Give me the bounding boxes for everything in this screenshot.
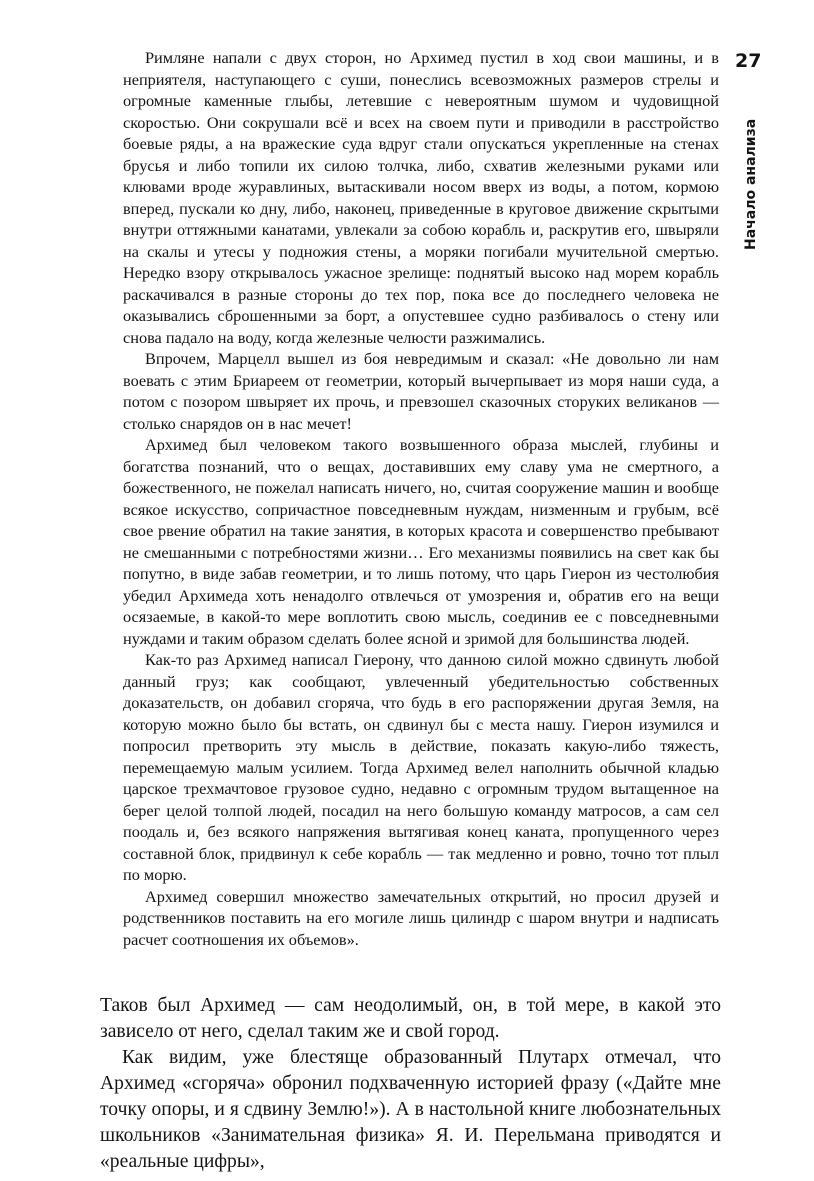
body-text [100, 993, 721, 1175]
quotation-block [123, 47, 719, 950]
body-paragraph: Как видим, уже блестяще образованный Плутарх отмечал, что Архимед «сгоряча» обронил подхваченную историей фразу («Дайте мне точку опоры, и я сдвину Землю!»). А в настольной книге любознательных школьников «Занимательная физика» Я. И. Перельмана приводятся и «реальные цифры», [100, 1047, 721, 1172]
page-number: 27 [735, 50, 762, 72]
body-paragraph: Таков был Архимед — сам неодолимый, он, в той мере, в какой это зависело от него, сделал таким же и свой город. [100, 995, 721, 1042]
quote-paragraph: Впрочем, Марцелл вышел из боя невредимым и сказал: «Не довольно ли нам воевать с этим Бриареем от геометрии, который вычерпывает из моря наши суда, а потом с позором швыряет их прочь, и превзошел сказочных сторуких великанов — столько снарядов он в нас мечет! [123, 349, 719, 433]
quote-paragraph: Римляне напали с двух сторон, но Архимед пустил в ход свои машины, и в неприятеля, наступающего с суши, понеслись всевозможных размеров стрелы и огромные каменные глыбы, летевшие с невероятным шумом и чудовищной скоростью. Они сокрушали всё и всех на своем пути и приводили в расстройство боевые ряды, а на вражеские суда вдруг стали опускаться укрепленные на стенах брусья и либо топили их силою толчка, либо, схватив железными руками или клювами вроде журавлиных, вытаскивали носом вверх из воды, а потом, кормою вперед, пускали ко дну, либо, наконец, приведенные в круговое движение скрытыми внутри оттяжными канатами, увлекали за собою корабль и, раскрутив его, швыряли на скалы и утесы у подножия стены, а моряки погибали мучительной смертью. Нередко взору открывалось ужасное зрелище: поднятый высоко над морем корабль раскачивался в разные стороны до тех пор, пока все до последнего человека не оказывались сброшенными за борт, а опустевшее судно разбивалось о стену или снова падало на воду, когда железные челюсти разжимались. [123, 48, 719, 347]
running-head: Начало анализа [743, 118, 759, 250]
quote-paragraph: Как-то раз Архимед написал Гиерону, что данною силой можно сдвинуть любой данный груз; как сообщают, увлеченный убедительностью собственных доказательств, он добавил сгоряча, что будь в его распоряжении другая Земля, на которую можно было бы встать, он сдвинул бы с места нашу. Гиерон изумился и попросил претворить эту мысль в действие, показать какую-либо тяжесть, перемещаемую малым усилием. Тогда Архимед велел наполнить обычной кладью царское трехмачтовое грузовое судно, недавно с огромным трудом вытащенное на берег целой толпой людей, посадил на него большую команду матросов, а сам сел поодаль и, без всякого напряжения вытягивая конец каната, пропущенного через составной блок, придвинул к себе корабль — так медленно и ровно, точно тот плыл по морю. [123, 650, 719, 884]
quote-paragraph: Архимед был человеком такого возвышенного образа мыслей, глубины и богатства познаний, что о вещах, доставивших ему славу ума не смертного, а божественного, не пожелал написать ничего, но, считая сооружение машин и вообще всякое искусство, сопричастное повседневным нуждам, низменным и грубым, всё свое рвение обратил на такие занятия, в которых красота и совершенство пребывают не смешанными с потребностями жизни… Его механизмы появились на свет как бы попутно, в виде забав геометрии, и то лишь потому, что царь Гиерон из честолюбия убедил Архимеда хоть ненадолго отвлечься от умозрения и, обратив его на вещи осязаемые, в какой-то мере воплотить свою мысль, соединив ее с повседневными нуждами и таким образом сделать более ясной и зримой для большинства людей. [123, 435, 719, 648]
quote-paragraph: Архимед совершил множество замечательных открытий, но просил друзей и родственников поставить на его могиле лишь цилиндр с шаром внутри и надписать расчет соотношения их объемов». [123, 886, 719, 949]
